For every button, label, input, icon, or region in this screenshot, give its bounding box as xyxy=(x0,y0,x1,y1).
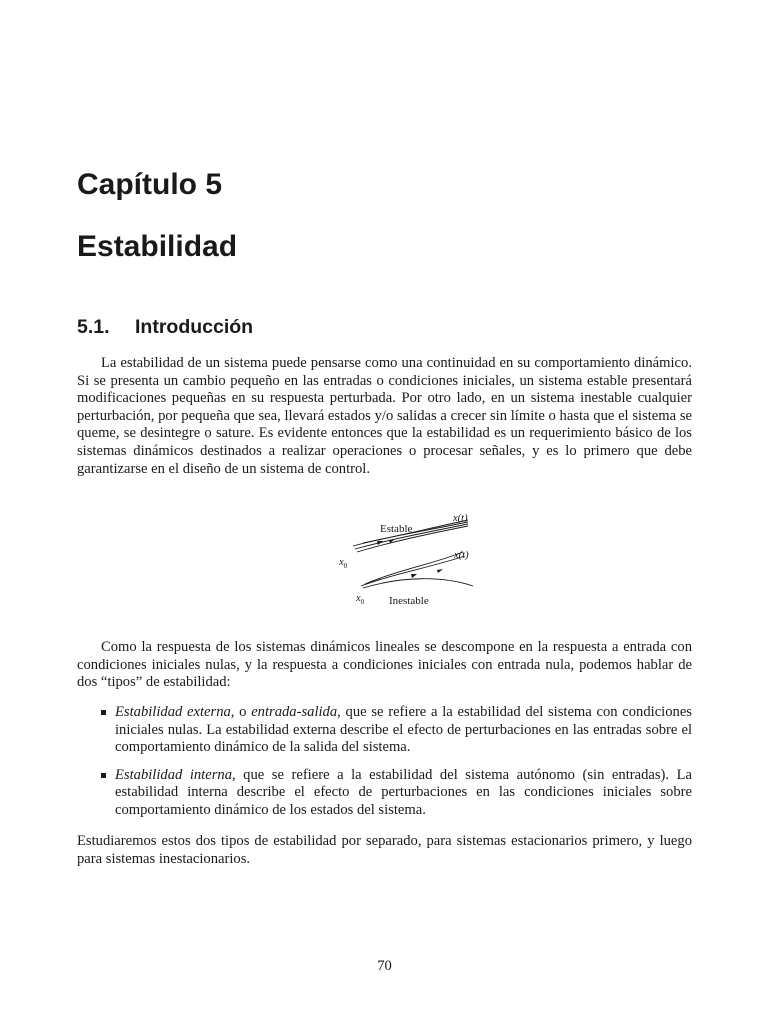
stability-types-list xyxy=(77,704,692,830)
stability-diagram xyxy=(333,508,493,613)
stable-label: Estable xyxy=(380,523,413,535)
term-separator: , o xyxy=(230,704,252,720)
unstable-label: Inestable xyxy=(389,595,429,607)
term-external: Estabilidad externa xyxy=(115,704,231,720)
intro-paragraph: La estabilidad de un sistema puede pensarse como una continuidad en su comportamiento dinámico. Si se presenta un cambio pequeño en las entradas o condiciones iniciales, un sistema estable presentará modificaciones pequeñas en su respuesta perturbada. Por otro lado, en un sistema inestable cualquier perturbación, por pequeña que sea, llevará estados y/o salidas a crecer sin límite o hasta que el sistema se queme, se desintegre o sature. Es evidente entonces que la estabilidad es un requerimiento básico de los sistemas dinámicos destinados a realizar operaciones o procesar señales, y es lo primero que debe garantizarse en el diseño de un sistema de control. xyxy=(77,355,692,477)
stable-xt-label: x(t) xyxy=(453,513,468,524)
closing-paragraph: Estudiaremos estos dos tipos de estabilidad por separado, para sistemas estacionarios primero, y luego para sistemas inestacionarios. xyxy=(77,833,692,867)
chapter-label: Capítulo 5 xyxy=(77,168,223,201)
stability-figure xyxy=(333,508,493,613)
section-number: 5.1. xyxy=(77,316,110,338)
bullet-icon xyxy=(101,773,106,778)
page-number: 70 xyxy=(377,958,392,974)
list-item-text: , que se refiere a la estabilidad del sistema con condiciones iniciales nulas. La estabilidad externa describe el efecto de perturbaciones en las entradas sobre el comportamiento dinámico de la salida del sistema. xyxy=(115,704,692,756)
x0-bottom-label: $x_0$ xyxy=(356,593,365,606)
chapter-title: Estabilidad xyxy=(77,230,238,263)
unstable-arrow-2 xyxy=(437,569,443,573)
types-intro-paragraph: Como la respuesta de los sistemas dinámicos lineales se descompone en la respuesta a entrada con condiciones iniciales nulas, y la respuesta a condiciones iniciales con entrada nula, podemos hablar de dos “tipos” de estabilidad: xyxy=(77,639,692,691)
list-item xyxy=(77,767,692,820)
section-heading xyxy=(77,316,253,339)
unstable-xt-label: x(t) xyxy=(454,550,469,561)
list-item xyxy=(77,704,692,757)
x0-top-label: $x_0$ xyxy=(339,557,348,570)
stable-arrow-1 xyxy=(377,541,383,545)
section-title: Introducción xyxy=(135,316,254,338)
term-internal: Estabilidad interna xyxy=(115,766,232,783)
bullet-icon xyxy=(101,710,106,715)
term-input-output: entrada-salida xyxy=(251,704,338,720)
unstable-arrow-1 xyxy=(411,574,417,578)
list-item-text: , que se refiere a la estabilidad del sistema autónomo (sin entradas). La estabilidad interna describe el efecto de perturbaciones en las condiciones iniciales sobre comportamiento dinámico de los estados del sistema. xyxy=(115,766,692,818)
